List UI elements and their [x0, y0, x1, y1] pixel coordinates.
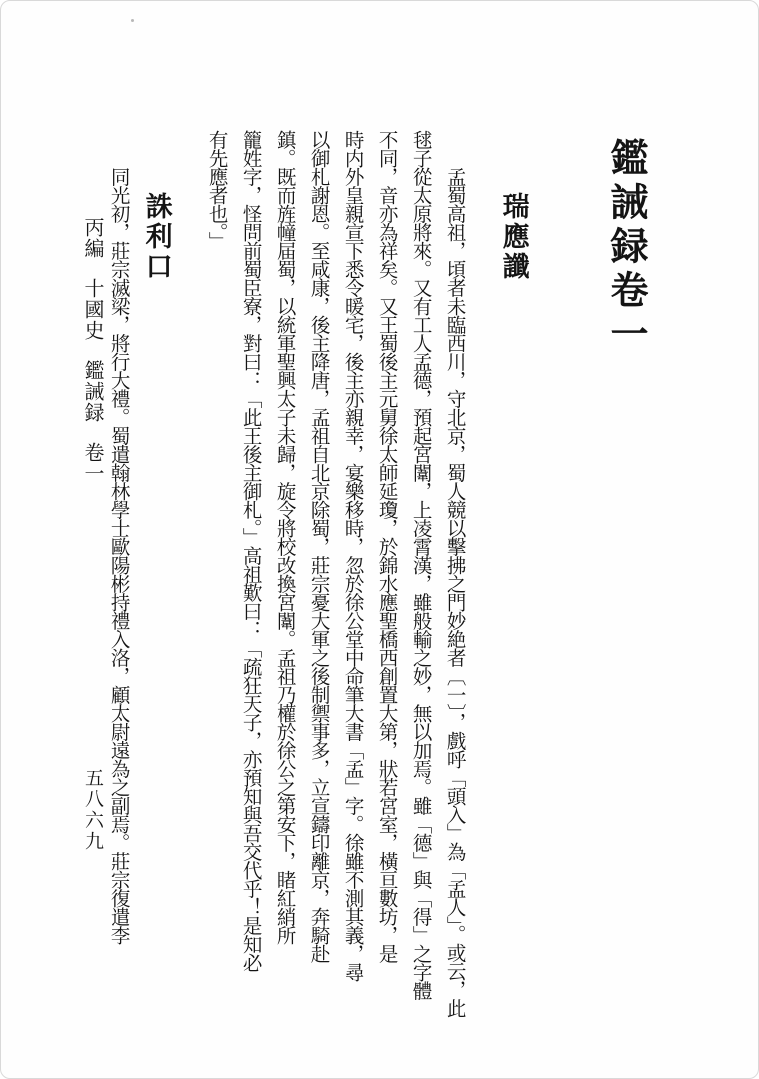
section-body-ruiyingchen: [199, 130, 471, 1045]
margin-label-book: 鑑誡録: [81, 360, 103, 423]
scan-artifact-dot: [131, 19, 134, 22]
volume-title: 鑑誡録卷一: [604, 138, 646, 358]
text-column: 以御札謝恩。至咸康，後主降唐，孟祖自北京除蜀，莊宗憂大軍之後制禦事多，立宣鑄印離京，奔騎赴: [307, 130, 329, 963]
text-column: 不同，音亦為祥矣。又王蜀後主元舅徐太師延瓊，於錦水應聖橋西創置大第，狀若宮室，橫亘數坊，是: [375, 130, 397, 963]
page-number: 五八六九: [82, 768, 103, 852]
text-column: 籠姓字，怪問前蜀臣寮，對曰：「此王後主御札。」高祖歎曰：「疏狂天子，亦預知與吾交代乎！是知必: [239, 130, 261, 972]
text-column: 時内外皇親宣下悉令暖宅，後主亦親幸，宴樂移時，忽於徐公堂中命筆大書「孟」字。徐雖不測其義，尋: [341, 130, 363, 981]
text-column: 有先應者也。」: [205, 130, 227, 250]
section-body-zhulikou: [101, 130, 135, 1045]
text-column: 同光初，莊宗滅梁，將行大禮。蜀遣翰林學士歐陽彬持禮入洛，顧太尉遠為之副焉。莊宗復遣李: [107, 167, 129, 944]
margin-label-volume: 卷一: [81, 442, 103, 484]
margin-edition-label: [80, 217, 104, 484]
section-heading-ruiyingchen: 瑞應讖: [498, 192, 529, 282]
text-column: 毬子從太原將來。又有工人孟德，預起宮闈，上凌霄漢，雖般輸之妙，無以加焉。雖「德」與「得」之字體: [409, 130, 431, 1000]
margin-label-category: 十國史: [81, 278, 103, 341]
margin-label-series: 丙編: [81, 217, 103, 259]
text-column: 鎮。既而旌幢届蜀，以統軍聖興太子未歸，旋令將校改換宮闈。孟祖乃權於徐公之第安下，睹紅綃所: [273, 130, 295, 944]
main-text-flow: [101, 130, 655, 1045]
text-column: 孟蜀高祖，頃者未臨西川，守北京，蜀人競以擊拂之門妙絶者〔一〕，戲呼「頭入」為「孟人」。或云，此: [443, 167, 465, 1017]
section-heading-zhulikou: 誅利口: [141, 192, 172, 282]
